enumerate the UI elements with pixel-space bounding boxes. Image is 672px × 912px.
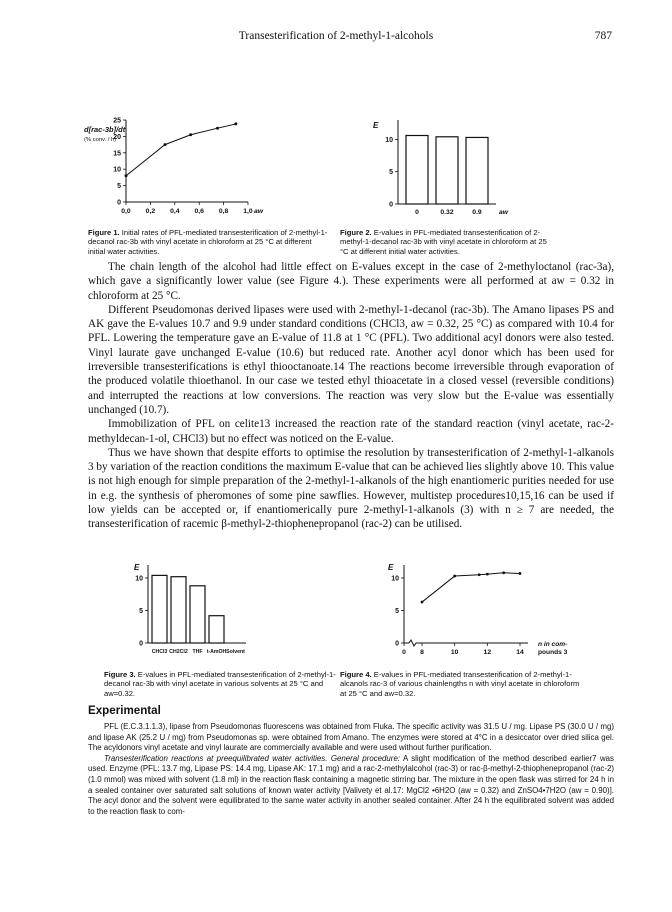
fig4-plot-area	[391, 565, 567, 656]
fig3-x-tick-label: t-AmOH	[206, 649, 227, 655]
fig1-data-point	[216, 127, 219, 130]
fig4-data-point	[502, 571, 505, 574]
fig1-ylabel-line-1: d[rac-3b]/dt	[84, 125, 126, 134]
fig1-x-tick-label: 0,6	[194, 208, 204, 215]
fig4-data-point	[486, 573, 489, 576]
fig2-bar	[436, 137, 458, 204]
procedure-lead: Transesterification reactions at preequilibrated water activities. General procedure:	[104, 753, 401, 763]
figure-4-caption	[340, 670, 580, 698]
fig1-data-point	[234, 122, 237, 125]
fig3-x-tick-label: CHCl3	[151, 649, 168, 655]
fig1-caption-label: Figure 1.	[88, 228, 120, 237]
fig1-y-tick-label: 0	[117, 199, 121, 207]
fig2-x-tick-label: 0.32	[440, 209, 454, 216]
running-header	[60, 30, 612, 46]
fig3-bar	[209, 616, 224, 643]
fig1-x-tick-label: 0,2	[145, 208, 156, 215]
fig4-x-tick-label: 12	[483, 649, 492, 656]
fig2-y-tick-label: 5	[389, 169, 393, 177]
procedure-text: A slight modification of the method described earlier7 was used. Enzyme (PFL: 13.7 mg, Lipase PS: 14.4 mg, Lipase AK: 17.1 mg) and a rac-2-methylalcohol (rac-3) or rac-β-methyl-2-thiophenepropanol (rac-2) (1.0 mmol) was mixed with solvent (1.8 ml) in the reaction flask containing a magnetic stirring bar. The mixture in the open flask was stirred for 24 h in a sealed container over saturated salt solutions of known water activity [Valivety et al.17: MgCl2 •6H2O (aw = 0.32) and ZnSO4•7H2O (aw = 0.90)]. The acyl donor and the solvent were equilibrated to the same water activity in another sealed container. After 24 h the equilibrated solvent was added to the reaction flask to com-	[88, 753, 614, 816]
fig2-y-tick-label: 0	[389, 201, 393, 209]
fig1-y-tick-label: 20	[113, 133, 121, 141]
page-number: 787	[594, 30, 612, 42]
experimental-materials: PFL (E.C.3.1.1.3), lipase from Pseudomonas fluorescens was obtained from Fluka. The specific activity was 31.5 U / mg. Lipase PS (30.0 U / mg) and lipase AK (25.2 U / mg) from Pseudomonas sp. were obtained from Amano. The enzymes were stored at 4°C in a desiccator over dried silica gel. The acyldonors vinyl acetate and vinyl laurate are commercially available and were used without further purification.	[88, 722, 614, 753]
fig4-x-tick-label: 10	[450, 649, 459, 656]
fig4-y-tick-label: 0	[395, 640, 399, 648]
fig4-x-axis-with-break	[404, 640, 528, 646]
paragraph-lipases: Different Pseudomonas derived lipases were used with 2-methyl-1-decanol (rac-3b). The Amano lipases PS and AK gave the E-values 10.7 and 9.9 under standard conditions (CHCl3, aw = 0.32, 25 °C) as compared with 10.4 for PFL. Lowering the temperature gave an E-value of 11.8 at 1 °C (PFL). Two additional acyl donors were also tested. Vinyl laurate gave unchanged E-value (10.6) but reduced rate. Another acyl donor which has been used for irreversible transesterifications is ethyl thiooctanoate.14 The reactions become irreversible through evaporation of the produced volatile thioethanol. In our case we tested ethyl thioacetate in a closed vessel (reversible conditions) and interrupted the reactions at low conversions. The reaction was very slow but the E-value was essentially unchanged (10.7).	[88, 303, 614, 416]
figure-2-caption	[340, 228, 556, 256]
figure-2-chart	[368, 112, 518, 222]
fig4-caption-text: E-values in PFL-mediated transesterification of 2-methyl-1-alcanols rac-3 of various chainlengths n with vinyl acetate in chloroform at 25 °C and aw=0.32.	[340, 670, 580, 698]
fig3-caption-text: E-values in PFL-mediated transesterification of 2-methyl-1-decanol rac-3b with vinyl acetate in various solvents at 25 °C and aw=0.32.	[104, 670, 336, 698]
fig4-x-tick-label: 8	[420, 649, 424, 656]
figure-3-chart	[130, 557, 250, 665]
fig1-ylabel-line-2: (% conv. / h)	[84, 137, 117, 143]
fig1-y-tick-label: 10	[113, 166, 121, 174]
fig2-x-unit: aw	[499, 209, 509, 216]
fig3-y-tick-label: 10	[135, 575, 143, 583]
fig4-series-line	[422, 573, 520, 602]
fig2-bar	[406, 136, 428, 204]
fig1-x-tick-label: 0,8	[218, 208, 229, 215]
fig2-plot-area	[385, 120, 509, 216]
fig1-x-tick-label: 0,0	[121, 208, 131, 215]
paragraph-conclusion: Thus we have shown that despite efforts to optimise the resolution by transesterification of 2-methyl-1-alkanols 3 by variation of the reaction conditions the maximum E-value that can be achieved lies slightly above 10. This value is not high enough for simple preparation of the 2-methyl-1-alkanols of the high enantiomeric purities needed for use in e.g. the synthesis of pheromones of some pine sawflies. However, multistep procedures10,15,16 can be used if low yields can be accepted or, if enantiomerically pure 2-methyl-1-alkanols (3) with n ≥ 7 are needed, the transesterification of racemic β-methyl-2-thiophenepropanol (rac-2) can be utilised.	[88, 446, 614, 531]
fig1-plot-area	[113, 118, 264, 216]
fig4-x-label-line-1: n in com-	[538, 641, 568, 648]
fig1-data-point	[164, 143, 167, 146]
fig4-x-tick-label: 0	[402, 649, 406, 656]
fig4-x-label-line-2: pounds 3	[538, 649, 568, 656]
fig2-bar	[466, 137, 488, 204]
experimental-heading: Experimental	[88, 704, 161, 717]
fig2-y-tick-label: 10	[385, 136, 393, 144]
fig2-x-tick-label: 0	[415, 209, 419, 216]
fig3-y-tick-label: 0	[139, 640, 143, 648]
fig3-caption-label: Figure 3.	[104, 670, 136, 679]
fig1-x-tick-label: 0,4	[170, 208, 180, 215]
figure-4-chart	[378, 557, 588, 665]
fig1-y-tick-label: 25	[113, 117, 121, 125]
fig2-caption-label: Figure 2.	[340, 228, 372, 237]
fig3-plot-area	[135, 565, 246, 655]
fig4-data-point	[478, 573, 481, 576]
fig4-y-tick-label: 10	[391, 575, 399, 583]
fig1-y-tick-label: 15	[113, 150, 121, 158]
fig3-bar	[190, 586, 205, 643]
fig2-ylabel: E	[373, 121, 379, 130]
fig2-caption-text: E-values in PFL-mediated transesterification of 2-methyl-1-decanol rac-3b with vinyl acetate in chloroform at 25 °C at different initial water activities.	[340, 228, 547, 256]
fig4-ylabel: E	[388, 563, 394, 572]
fig1-y-tick-label: 5	[117, 183, 121, 191]
fig2-x-tick-label: 0.9	[472, 209, 482, 216]
fig1-x-unit: aw	[254, 208, 264, 215]
figure-1-chart	[78, 110, 278, 222]
fig1-data-point	[125, 174, 128, 177]
fig3-ylabel: E	[134, 563, 140, 572]
fig1-caption-text: Initial rates of PFL-mediated transesterification of 2-methyl-1-decanol rac-3b with vinyl acetate in chloroform at 25 °C at different initial water activities.	[88, 228, 328, 256]
running-title: Transesterification of 2-methyl-1-alcohols	[238, 30, 434, 42]
fig4-y-tick-label: 5	[395, 608, 399, 615]
figure-3-caption	[104, 670, 340, 698]
fig1-x-tick-label: 1,0	[243, 208, 253, 215]
fig4-data-point	[453, 575, 456, 578]
fig3-x-tick-label: Solvent	[226, 649, 245, 655]
experimental-text	[88, 722, 614, 817]
fig3-x-tick-label: CH2Cl2	[169, 649, 188, 655]
fig3-x-tick-label: THF	[192, 649, 203, 655]
fig3-y-tick-label: 5	[139, 608, 143, 615]
fig1-series-line	[126, 124, 236, 176]
fig4-data-point	[421, 601, 424, 604]
fig3-bar	[171, 577, 186, 643]
fig1-data-point	[189, 133, 192, 136]
fig4-caption-label: Figure 4.	[340, 670, 372, 679]
fig4-x-tick-label: 14	[516, 649, 524, 656]
paragraph-chain-length: The chain length of the alcohol had little effect on E-values except in the case of 2-methyloctanol (rac-3a), which gave a significantly lower value (see Figure 4.). These experiments were all performed at aw = 0.32 in chloroform at 25 °C.	[88, 261, 614, 302]
paragraph-immobilization: Immobilization of PFL on celite13 increased the reaction rate of the standard reaction (vinyl acetate, rac-2-methyldecan-1-ol, CHCl3) but no effect was noticed on the E-value.	[88, 418, 614, 445]
fig3-bar	[152, 575, 167, 643]
body-text	[88, 260, 614, 532]
experimental-procedure	[88, 754, 614, 818]
fig4-data-point	[519, 572, 522, 575]
figure-1-caption	[88, 228, 328, 256]
